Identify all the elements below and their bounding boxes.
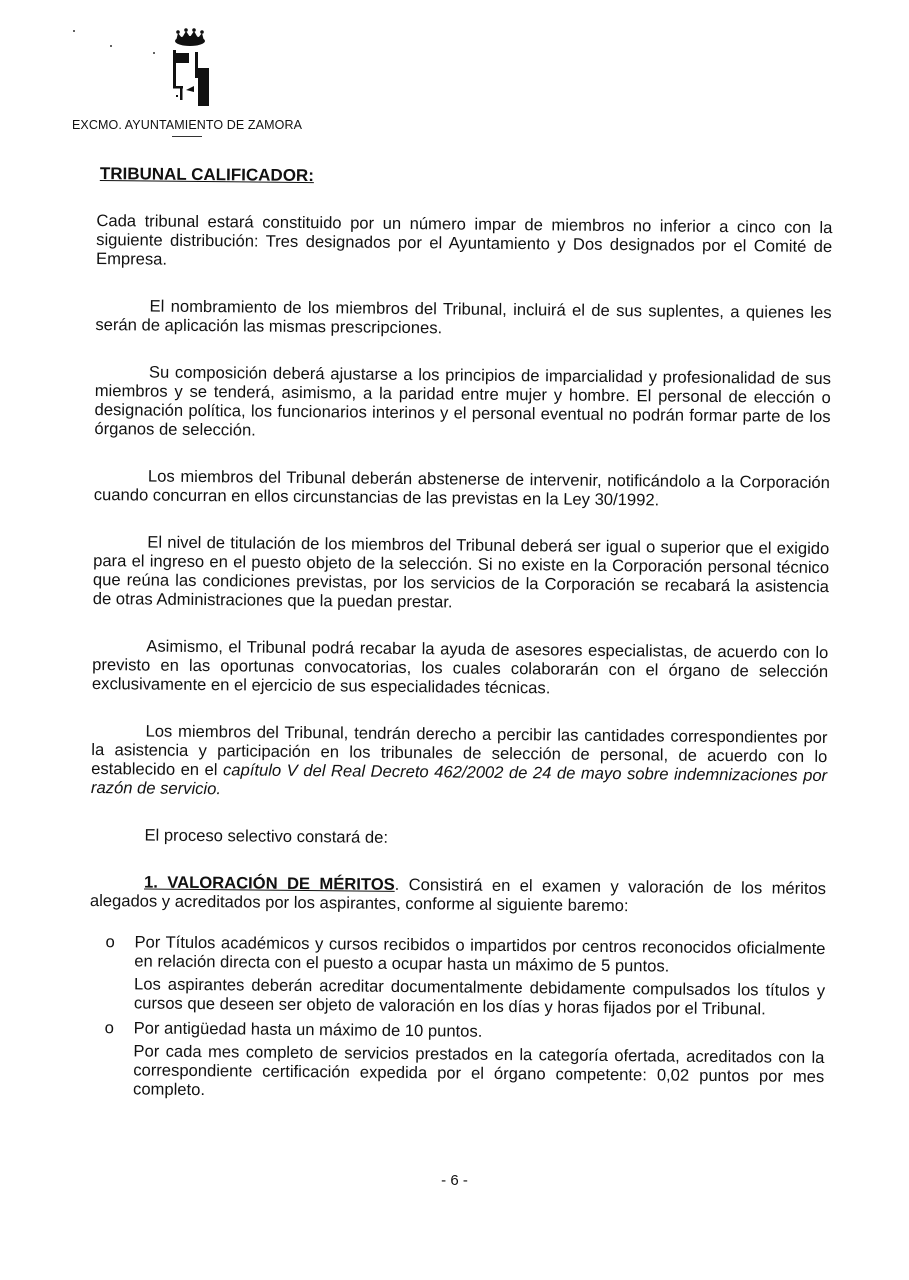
coat-of-arms-logo [160,28,216,108]
section-heading: TRIBUNAL CALIFICADOR: [99,164,315,186]
bullet-icon: o [105,932,115,952]
process-intro: El proceso selectivo constará de: [144,825,389,847]
bullet-icon: o [104,1018,114,1038]
indemnity-text: Los miembros del Tribunal, tendrán derecho a percibir las cantidades correspondientes por la asistencia y participación en los tribunales de selección de personal, de acuerdo con lo establecido en el [91,721,828,780]
scan-speck [153,52,155,54]
indemnity-paragraph [91,721,828,804]
paragraph: Los miembros del Tribunal deberán abstenerse de intervenir, notificándolo a la Corporación cuando concurran en ellos circunstancias de las previstas en la Ley 30/1992. [93,466,831,510]
paragraph: El nivel de titulación de los miembros del Tribunal deberá ser igual o superior que el exigido para el ingreso en el puesto objeto de la selección. Si no existe en la Corporación personal técnico que reúna las condiciones previstas, por los servicios de la Corporación se recabará la asistencia de otras Administraciones que la puedan prestar. [92,532,830,612]
indemnity-reference: capítulo V del Real Decreto 462/2002 de 24 de mayo sobre indemnizaciones por razón de servicio. [90,760,828,799]
paragraph: El nombramiento de los miembros del Tribunal, incluirá el de sus suplentes, a quienes les serán de aplicación las mismas prescripciones. [95,296,832,338]
merits-text: . Consistirá en el examen y valoración de los méritos alegados y acreditados por los aspirantes, conforme al siguiente baremo: [89,874,827,916]
paragraph: Cada tribunal estará constituido por un número impar de miembros no inferior a cinco con la siguiente distribución: Tres designados por el Ayuntamiento y Dos designados por el Comité de Empresa. [95,210,833,269]
list-item-text: Por Títulos académicos y cursos recibidos o impartidos por centros reconocidos oficialmente en relación directa con el puesto a ocupar hasta un máximo de 5 puntos. [134,932,826,976]
merits-paragraph [90,872,826,917]
list-item-note: Por cada mes completo de servicios prestados en la categoría ofertada, acreditados con la correspondiente certificación expedida por el órgano competente: 0,02 puntos por mes completo. [132,1041,825,1100]
page-number: - 6 - [441,1172,468,1189]
organization-name: EXCMO. AYUNTAMIENTO DE ZAMORA [72,118,303,132]
paragraph: Asimismo, el Tribunal podrá recabar la ayuda de asesores especialistas, de acuerdo con lo previsto en las oportunas convocatorias, los cuales colaborarán con el órgano de selección exclusivamente en el ejercicio de sus especialidades técnicas. [91,636,829,698]
organization-underline [172,136,202,137]
list-item-note: Los aspirantes deberán acreditar documentalmente debidamente compulsados los títulos y cursos que deseen ser objeto de valoración en los días y horas fijados por el Tribunal. [133,974,826,1019]
scoring-list [88,932,826,1105]
merits-title: 1. VALORACIÓN DE MÉRITOS [143,872,395,894]
scan-speck [73,30,75,32]
paragraph: Su composición deberá ajustarse a los principios de imparcialidad y profesionalidad de sus miembros y se tenderá, asimismo, a la paridad entre mujer y hombre. El personal de elección o designación política, los funcionarios interinos y el personal eventual no podrán formar parte de los órganos de selección. [94,362,832,440]
list-item [88,1018,825,1105]
list-item [89,932,826,1019]
document-body [88,160,833,1111]
scan-speck [110,45,112,47]
list-item-text: Por antigüedad hasta un máximo de 10 puntos. [133,1018,483,1041]
